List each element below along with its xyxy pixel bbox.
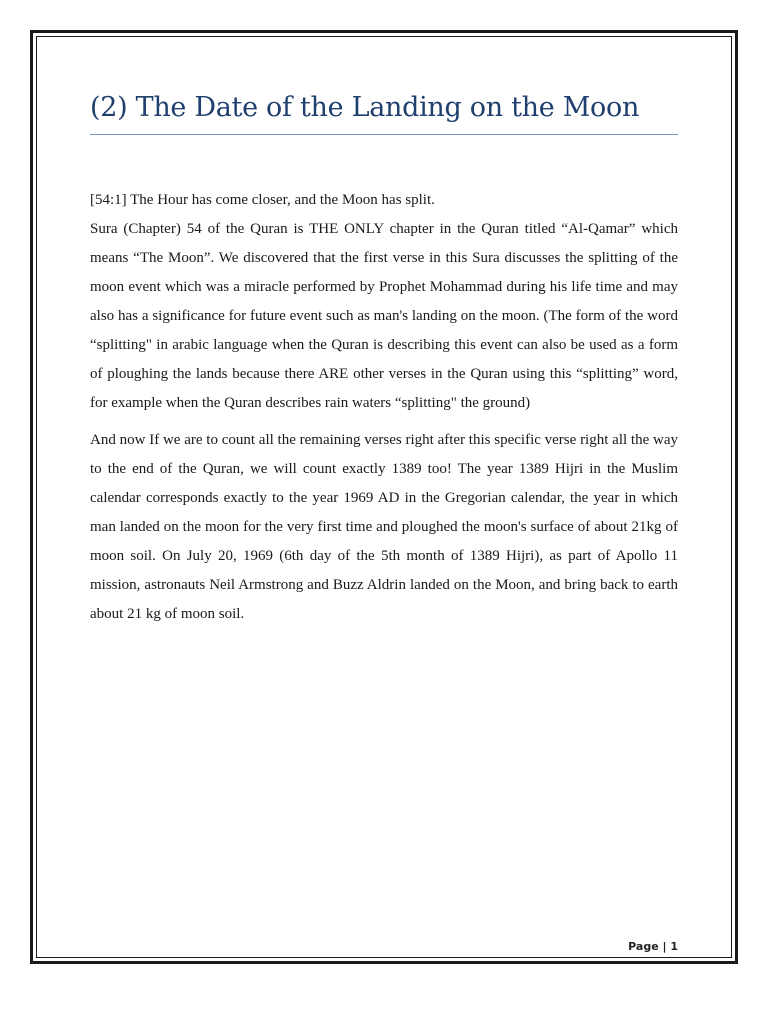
verse-paragraph: [54:1] The Hour has come closer, and the Moon has split. — [90, 192, 435, 208]
document-title: (2) The Date of the Landing on the Moon — [90, 88, 678, 135]
page-number-footer: Page | 1 — [628, 940, 678, 953]
body-paragraph-2: And now If we are to count all the remaining verses right after this specific verse right all the way to the end of the Quran, we will count exactly 1389 too! The year 1389 Hijri in the Muslim calendar corresponds exactly to the year 1969 AD in the Gregorian calendar, the year in which man landed on the moon for the very first time and ploughed the moon's surface of about 21kg of moon soil. On July 20, 1969 (6th day of the 5th month of 1389 Hijri), as part of Apollo 11 mission, astronauts Neil Armstrong and Buzz Aldrin landed on the Moon, and bring back to earth about 21 kg of moon soil. — [90, 432, 678, 622]
document-body — [90, 88, 678, 629]
body-paragraph-1: Sura (Chapter) 54 of the Quran is THE ONLY chapter in the Quran titled “Al-Qamar” which means “The Moon”. We discovered that the first verse in this Sura discusses the splitting of the moon event which was a miracle performed by Prophet Mohammad during his life time and may also has a significance for future event such as man's landing on the moon. (The form of the word “splitting" in arabic language when the Quran is describing this event can also be used as a form of ploughing the lands because there ARE other verses in the Quran using this “splitting” word, for example when the Quran describes rain waters “splitting" the ground) — [90, 221, 678, 411]
